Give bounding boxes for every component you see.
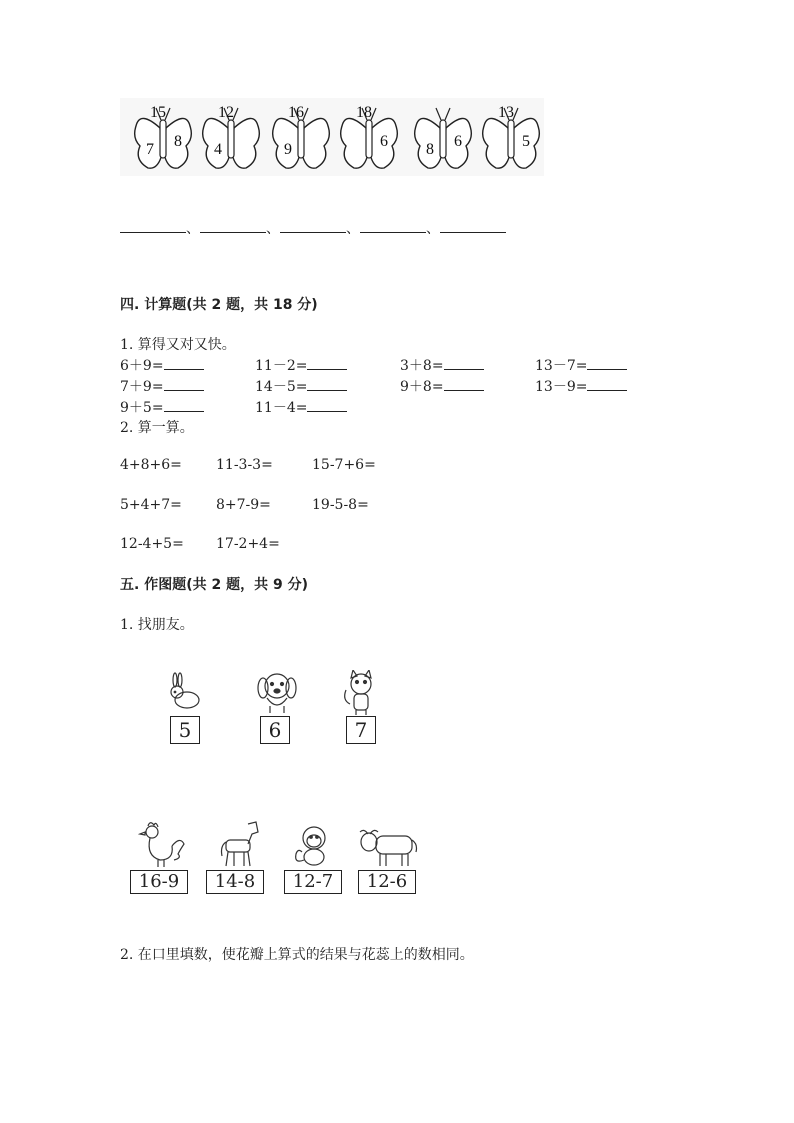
expr: 9＋8= [400,379,444,395]
q1-cell [535,376,627,396]
butterfly-top-number: 16 [288,104,304,121]
butterfly [273,104,330,168]
answer-blank[interactable] [164,399,204,412]
answer-blank[interactable] [280,218,346,233]
q1-cell [400,376,484,396]
answer-blank[interactable] [164,357,204,370]
butterfly-left-number: 7 [146,141,154,158]
answer-blank[interactable] [200,218,266,233]
horse-icon [218,820,262,868]
ox-icon [358,826,418,868]
number-box: 5 [170,716,200,744]
expression-box: 12-6 [358,870,416,894]
expr: 9＋5= [120,400,164,416]
answer-blank[interactable] [120,218,186,233]
q2-expr: 11-3-3= [216,457,273,473]
separator: 、 [426,221,440,237]
q1-cell [255,397,347,417]
number-box: 6 [260,716,290,744]
butterfly-right-number: 6 [380,133,388,150]
butterfly [341,104,398,168]
q2-expr: 15-7+6= [312,457,376,473]
butterfly-top-number: 12 [218,104,234,121]
rabbit-icon [165,672,205,712]
butterfly-left-number: 9 [284,141,292,158]
number-box: 7 [346,716,376,744]
q1-cell [120,376,204,396]
q1-cell [255,376,347,396]
monkey-icon [290,824,334,868]
q2-title: 2. 算一算。 [120,420,194,436]
q1-cell [255,355,347,375]
separator: 、 [186,221,200,237]
q1-cell [120,397,204,417]
q2-expr: 17-2+4= [216,536,280,552]
q2-expr: 5+4+7= [120,497,182,513]
expr: 14－5= [255,379,308,395]
q2-expr: 19-5-8= [312,497,369,513]
separator: 、 [266,221,280,237]
answer-blank[interactable] [444,378,484,391]
expr: 11－2= [255,358,308,374]
section-5-title: 五. 作图题(共 2 题，共 9 分) [120,577,308,593]
s5-q2-title: 2. 在口里填数，使花瓣上算式的结果与花蕊上的数相同。 [120,947,474,963]
answer-blank[interactable] [587,357,627,370]
s5-q1-title: 1. 找朋友。 [120,617,194,633]
q2-expr: 4+8+6= [120,457,182,473]
butterfly-right-number: 8 [174,133,182,150]
q2-expr: 8+7-9= [216,497,271,513]
butterfly-left-number: 4 [214,141,222,158]
q2-expr: 12-4+5= [120,536,184,552]
answer-blank[interactable] [307,399,347,412]
answer-blank[interactable] [360,218,426,233]
expr: 6＋9= [120,358,164,374]
butterfly-top-number: 15 [150,104,166,121]
butterfly-picture [120,98,544,176]
butterfly [415,108,472,168]
answer-blank[interactable] [307,378,347,391]
expr: 13－7= [535,358,588,374]
q1-title: 1. 算得又对又快。 [120,337,236,353]
dog-icon [255,668,299,714]
q1-cell [400,355,484,375]
butterfly-top-number: 13 [498,104,514,121]
butterfly [203,104,260,168]
answer-blank[interactable] [587,378,627,391]
expression-box: 14-8 [206,870,264,894]
section-4-title: 四. 计算题(共 2 题，共 18 分) [120,297,318,313]
expr: 3＋8= [400,358,444,374]
answer-blank[interactable] [440,218,506,233]
butterfly-right-number: 5 [522,133,530,150]
cat-icon [340,670,382,716]
answer-blank[interactable] [444,357,484,370]
separator: 、 [346,221,360,237]
expr: 13－9= [535,379,588,395]
butterfly-right-number: 6 [454,133,462,150]
expr: 7＋9= [120,379,164,395]
butterfly [135,104,192,168]
butterfly [483,104,540,168]
answer-blanks [120,218,506,238]
expression-box: 12-7 [284,870,342,894]
butterfly-top-number: 18 [356,104,372,121]
butterfly-left-number: 8 [426,141,434,158]
rooster-icon [138,820,186,868]
q1-cell [535,355,627,375]
expr: 11－4= [255,400,308,416]
expression-box: 16-9 [130,870,188,894]
answer-blank[interactable] [307,357,347,370]
answer-blank[interactable] [164,378,204,391]
q1-row [120,355,204,375]
